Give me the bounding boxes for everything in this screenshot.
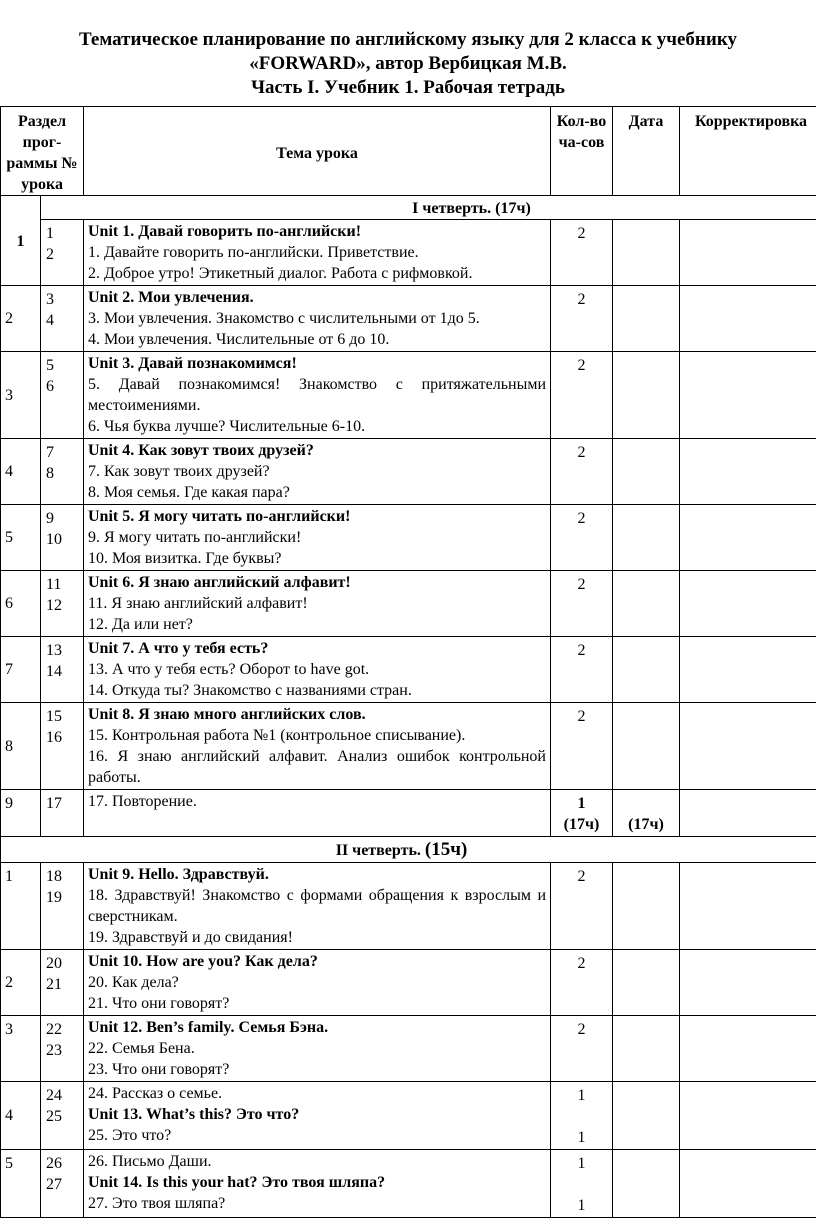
unit-title: Unit 12. Ben’s family. Семья Бэна. [88, 1017, 546, 1038]
topic-line: 16. Я знаю английский алфавит. Анализ ошибок контрольной работы. [88, 746, 546, 788]
topic-line: 20. Как дела? [88, 972, 546, 993]
section-number: 3 [1, 352, 41, 439]
topic-line: 12. Да или нет? [88, 614, 546, 635]
date-cell [613, 703, 680, 790]
lesson-numbers: 26 27 [41, 1150, 84, 1218]
lesson-topic [84, 505, 551, 571]
date-cell [613, 571, 680, 637]
topic-line: 19. Здравствуй и до свидания! [88, 927, 546, 948]
hours-count: 2 [551, 286, 613, 352]
topic-line: 13. А что у тебя есть? Оборот to have got. [88, 659, 546, 680]
section-number: 4 [1, 439, 41, 505]
quarter-1-row [1, 196, 816, 220]
lesson-numbers: 24 25 [41, 1082, 84, 1150]
topic-line: 24. Рассказ о семье. [88, 1083, 546, 1104]
table-row [1, 790, 816, 837]
topic-line: 27. Это твоя шляпа? [88, 1193, 546, 1214]
hours-count: 2 [551, 863, 613, 950]
section-number: 7 [1, 637, 41, 703]
unit-title: Unit 5. Я могу читать по-английски! [88, 506, 546, 527]
doc-title-line-3: Часть I. Учебник 1. Рабочая тетрадь [0, 77, 816, 99]
unit-title: Unit 1. Давай говорить по-английски! [88, 221, 546, 242]
hours-count: 2 [551, 220, 613, 286]
lesson-topic [84, 950, 551, 1016]
correction-cell [680, 286, 816, 352]
unit-title: Unit 4. Как зовут твоих друзей? [88, 440, 546, 461]
hours-count: 2 [551, 703, 613, 790]
unit-title: Unit 3. Давай познакомимся! [88, 353, 546, 374]
hours-count: 1 (17ч) [551, 790, 613, 837]
quarter-2-hours: (15ч) [425, 839, 467, 860]
topic-line: 2. Доброе утро! Этикетный диалог. Работа с рифмовкой. [88, 263, 546, 284]
hours-count: 2 [551, 1016, 613, 1082]
date-cell [613, 220, 680, 286]
quarter-1-label: I четверть. (17ч) [41, 196, 816, 220]
topic-line: 5. Давай познакомимся! Знакомство с притяжательными местоимениями. [88, 374, 546, 416]
hours-count: 2 [551, 505, 613, 571]
table-row [1, 571, 816, 637]
correction-cell [680, 950, 816, 1016]
date-cell [613, 950, 680, 1016]
date-cell [613, 1150, 680, 1218]
hours-count: 1 1 [551, 1150, 613, 1218]
unit-title: Unit 8. Я знаю много английских слов. [88, 704, 546, 725]
section-number: 6 [1, 571, 41, 637]
table-row [1, 1150, 816, 1218]
header-correction: Корректировка [680, 107, 816, 196]
lesson-topic [84, 1150, 551, 1218]
topic-line: 25. Это что? [88, 1125, 546, 1146]
topic-line: 7. Как зовут твоих друзей? [88, 461, 546, 482]
hours-count: 2 [551, 439, 613, 505]
lesson-topic [84, 790, 551, 837]
topic-line: 26. Письмо Даши. [88, 1151, 546, 1172]
hours-count: 2 [551, 950, 613, 1016]
unit-title: Unit 6. Я знаю английский алфавит! [88, 572, 546, 593]
topic-line: 23. Что они говорят? [88, 1059, 546, 1080]
topic-line: 6. Чья буква лучше? Числительные 6-10. [88, 416, 546, 437]
correction-cell [680, 439, 816, 505]
correction-cell [680, 352, 816, 439]
lesson-topic [84, 571, 551, 637]
topic-line: 14. Откуда ты? Знакомство с названиями стран. [88, 680, 546, 701]
section-number: 5 [1, 505, 41, 571]
date-cell [613, 286, 680, 352]
unit-title: Unit 10. How are you? Как дела? [88, 951, 546, 972]
unit-title: Unit 13. What’s this? Это что? [88, 1104, 546, 1125]
hours-count: 2 [551, 637, 613, 703]
table-row [1, 220, 816, 286]
header-topic: Тема урока [84, 107, 551, 196]
topic-line: 1. Давайте говорить по-английски. Приветствие. [88, 242, 546, 263]
date-cell: (17ч) [613, 790, 680, 837]
lesson-topic [84, 703, 551, 790]
quarter-2-text: II четверть. [336, 842, 421, 859]
lesson-numbers: 5 6 [41, 352, 84, 439]
lesson-topic [84, 637, 551, 703]
date-cell [613, 1082, 680, 1150]
lesson-topic [84, 863, 551, 950]
table-row [1, 439, 816, 505]
lesson-numbers: 11 12 [41, 571, 84, 637]
quarter-2-row [1, 837, 816, 863]
correction-cell [680, 1150, 816, 1218]
correction-cell [680, 1082, 816, 1150]
lesson-numbers: 3 4 [41, 286, 84, 352]
date-cell [613, 1016, 680, 1082]
lesson-numbers: 7 8 [41, 439, 84, 505]
topic-line: 8. Моя семья. Где какая пара? [88, 482, 546, 503]
correction-cell [680, 571, 816, 637]
unit-title: Unit 14. Is this your hat? Это твоя шляпа? [88, 1172, 546, 1193]
topic-line: 11. Я знаю английский алфавит! [88, 593, 546, 614]
topic-line: 21. Что они говорят? [88, 993, 546, 1014]
unit-title: Unit 7. А что у тебя есть? [88, 638, 546, 659]
correction-cell [680, 703, 816, 790]
topic-line: 18. Здравствуй! Знакомство с формами обращения к взрослым и сверстникам. [88, 885, 546, 927]
header-date: Дата [613, 107, 680, 196]
lesson-numbers: 17 [41, 790, 84, 837]
correction-cell [680, 637, 816, 703]
planning-table [0, 106, 816, 1218]
lesson-numbers: 13 14 [41, 637, 84, 703]
table-header-row [1, 107, 816, 196]
lesson-numbers: 22 23 [41, 1016, 84, 1082]
doc-title-line-2: «FORWARD», автор Вербицкая М.В. [0, 53, 816, 75]
lesson-numbers: 20 21 [41, 950, 84, 1016]
quarter-2-label [1, 837, 816, 863]
date-cell [613, 863, 680, 950]
topic-line: 10. Моя визитка. Где буквы? [88, 548, 546, 569]
lesson-topic [84, 352, 551, 439]
table-row [1, 863, 816, 950]
date-cell [613, 439, 680, 505]
lesson-topic [84, 286, 551, 352]
date-cell [613, 505, 680, 571]
lesson-numbers: 18 19 [41, 863, 84, 950]
section-number: 2 [1, 286, 41, 352]
topic-line: 3. Мои увлечения. Знакомство с числительными от 1до 5. [88, 308, 546, 329]
correction-cell [680, 220, 816, 286]
header-hours: Кол-во ча-сов [551, 107, 613, 196]
correction-cell [680, 863, 816, 950]
correction-cell [680, 790, 816, 837]
topic-line: 4. Мои увлечения. Числительные от 6 до 10. [88, 329, 546, 350]
section-number: 5 [1, 1150, 41, 1218]
table-row [1, 352, 816, 439]
doc-title-line-1: Тематическое планирование по английскому языку для 2 класса к учебнику [0, 29, 816, 51]
table-row [1, 1016, 816, 1082]
section-number: 1 [1, 196, 41, 286]
lesson-numbers: 1 2 [41, 220, 84, 286]
table-row [1, 950, 816, 1016]
table-row [1, 1082, 816, 1150]
date-cell [613, 352, 680, 439]
hours-count: 2 [551, 352, 613, 439]
topic-line: 9. Я могу читать по-английски! [88, 527, 546, 548]
table-row [1, 637, 816, 703]
section-number: 4 [1, 1082, 41, 1150]
section-number: 3 [1, 1016, 41, 1082]
date-cell [613, 637, 680, 703]
table-row [1, 703, 816, 790]
table-row [1, 505, 816, 571]
topic-line: 17. Повторение. [88, 791, 546, 812]
lesson-numbers: 9 10 [41, 505, 84, 571]
lesson-topic [84, 220, 551, 286]
unit-title: Unit 2. Мои увлечения. [88, 287, 546, 308]
unit-title: Unit 9. Hello. Здравствуй. [88, 864, 546, 885]
section-number: 8 [1, 703, 41, 790]
section-number: 2 [1, 950, 41, 1016]
lesson-numbers: 15 16 [41, 703, 84, 790]
hours-count: 2 [551, 571, 613, 637]
topic-line: 22. Семья Бена. [88, 1038, 546, 1059]
section-number: 1 [1, 863, 41, 950]
lesson-topic [84, 1016, 551, 1082]
lesson-topic [84, 1082, 551, 1150]
lesson-topic [84, 439, 551, 505]
hours-count: 1 1 [551, 1082, 613, 1150]
correction-cell [680, 1016, 816, 1082]
section-number: 9 [1, 790, 41, 837]
table-row [1, 286, 816, 352]
correction-cell [680, 505, 816, 571]
topic-line: 15. Контрольная работа №1 (контрольное списывание). [88, 725, 546, 746]
header-section: Раздел прог-раммы № урока [1, 107, 84, 196]
